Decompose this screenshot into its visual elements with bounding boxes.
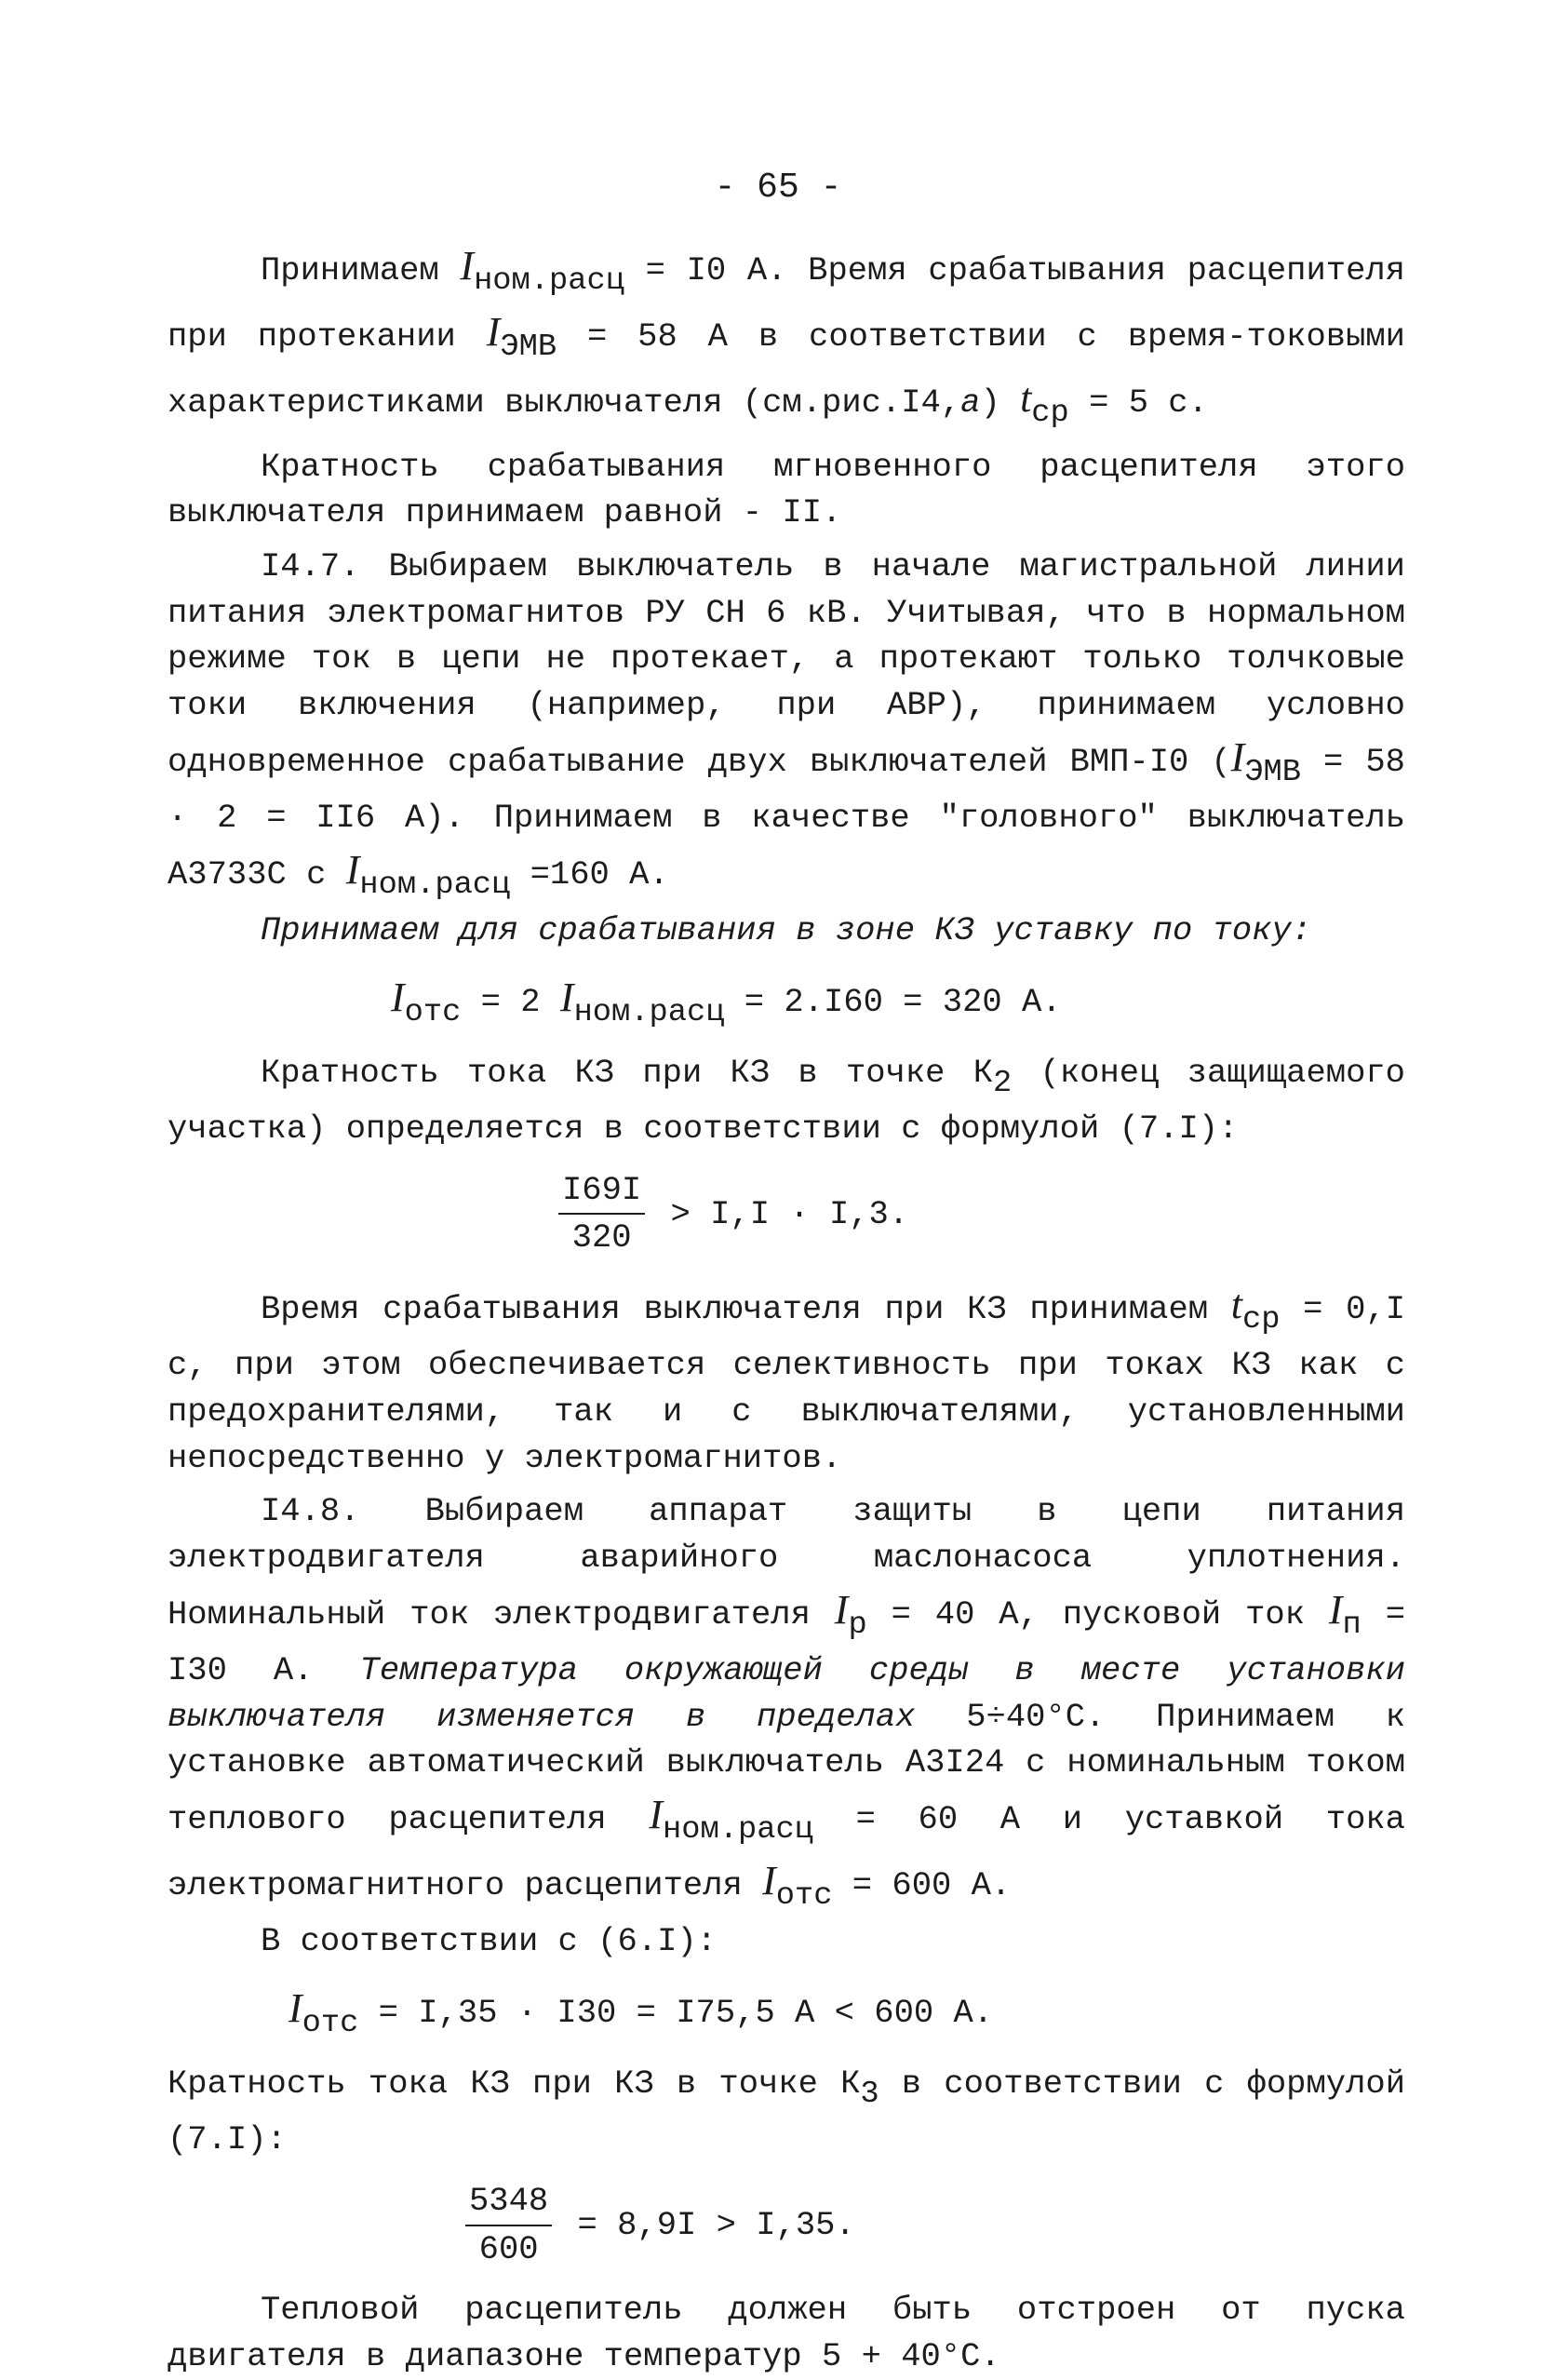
paragraph-section-14-8: I4.8. Выбираем аппарат защиты в цепи питания электродвигателя аварийного маслонасоса уплотнения. Номинальный ток электродвигателя Iр = 40 А, пусковой ток Iп = I30 А. Температура окружающей среды в месте установки выключателя изменяется в пределах 5÷40°С. Принимаем к установке автоматический выключатель А3I24 с номинальным током теплового расцепителя Iном.расц = 60 А и уставкой тока электромагнитного расцепителя Iотс = 600 А. xyxy=(168,1492,1405,1915)
paragraph-selectivity: Время срабатывания выключателя при КЗ принимаем tср = 0,I с, при этом обеспечивается селективность при токах КЗ как с предохранителями, так и с выключателями, установленными непосредственно у электромагнитов. xyxy=(168,1281,1405,1477)
formula-cutoff-current: Iотс = 2 Iном.расц = 2.I60 = 320 А. xyxy=(391,974,1062,1030)
formula-ratio-2: $\frac{5348}{600}$ = 8,9I > I,35. xyxy=(168,2178,1405,2272)
page-body xyxy=(168,237,1405,2380)
paragraph-according-6-1: В соответствии с (6.I): xyxy=(261,1922,717,1961)
formula-cutoff-check: Iотс = I,35 · I30 = I75,5 А < 600 А. xyxy=(288,1984,994,2041)
paragraph-section-14-7: I4.7. Выбираем выключатель в начале магистральной линии питания электромагнитов РУ СН 6 кВ. Учитывая, что в нормальном режиме ток в цепи не протекает, а протекают только толчковые токи включения (например, при АВР), принимаем условно одновременное срабатывание двух выключателей ВМП-I0 (IЭМВ = 58 · 2 = II6 А). Принимаем в качестве "головного" выключатель А3733С с Iном.расц =160 А. xyxy=(168,546,1405,903)
paragraph-k3-multiplicity: Кратность тока КЗ при КЗ в точке К3 в соответствии с формулой (7.I): xyxy=(168,2064,1405,2159)
paragraph-trip-time: Принимаем Iном.расц = I0 А. Время срабатывания расцепителя при протекании IЭМВ = 58 А в соответствии с время-токовыми характеристиками выключателя (см.рис.I4,a) tср = 5 с. xyxy=(168,243,1405,432)
paragraph-thermal-release: Тепловой расцепитель должен быть отстроен от пуска двигателя в диапазоне температур 5 + 40°С. xyxy=(168,2291,1405,2376)
page-number: - 65 - xyxy=(714,168,842,208)
formula-ratio-1: $\frac{I69I}{320}$ > I,I · I,3. xyxy=(168,1167,1405,1261)
fraction: $\frac{5348}{600}$ xyxy=(465,2178,552,2272)
paragraph-instant-multiplicity: Кратность срабатывания мгновенного расцепителя этого выключателя принимаем равной - II. xyxy=(168,447,1405,532)
fraction: $\frac{I69I}{320}$ xyxy=(558,1167,645,1261)
paragraph-setting: Принимаем для срабатывания в зоне КЗ уставку по току: xyxy=(261,910,1312,949)
paragraph-k2-multiplicity: Кратность тока КЗ при КЗ в точке К2 (конец защищаемого участка) определяется в соответствии с формулой (7.I): xyxy=(168,1053,1405,1148)
